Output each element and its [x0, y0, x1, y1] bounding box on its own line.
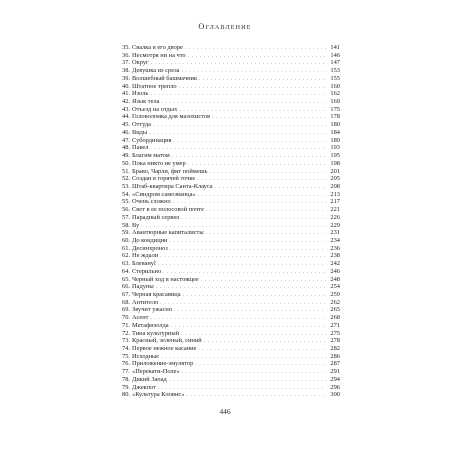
toc-entry — [122, 245, 340, 253]
toc-entry — [122, 168, 340, 176]
toc-entry-title: Приложение-эмулятор — [132, 360, 194, 368]
toc-entry — [122, 160, 340, 168]
toc-entry-number: 49. — [122, 152, 130, 160]
toc-entry-number: 61. — [122, 244, 130, 252]
toc-dot-leader — [197, 176, 326, 183]
toc-entry-page: 180 — [330, 121, 340, 129]
toc-entry-number: 70. — [122, 314, 130, 322]
toc-entry-page: 238 — [330, 252, 340, 260]
toc-entry-page: 146 — [330, 51, 340, 59]
toc-entry-number: 59. — [122, 229, 130, 237]
toc-entry — [122, 67, 340, 75]
toc-entry-number: 42. — [122, 98, 130, 106]
toc-entry-page: 198 — [330, 159, 340, 167]
toc-entry-title: Тина культурный — [132, 329, 180, 337]
toc-entry-title: Очень сложно — [132, 198, 171, 206]
toc-dot-leader — [206, 207, 326, 214]
toc-entry-page: 286 — [330, 352, 340, 360]
toc-entry — [122, 137, 340, 145]
toc-dot-leader — [198, 192, 326, 199]
toc-entry-number: 60. — [122, 236, 130, 244]
toc-dot-leader — [186, 392, 326, 399]
toc-entry-number: 73. — [122, 337, 130, 345]
toc-entry-page: 226 — [330, 213, 340, 221]
toc-entry-page: 229 — [330, 221, 340, 229]
toc-entry-title: Павел — [132, 144, 149, 152]
toc-entry-title: Не ждали — [132, 252, 159, 260]
toc-entry-title: Браво, Чарли, фиг поймешь — [132, 167, 208, 175]
toc-entry-number: 36. — [122, 51, 130, 59]
toc-entry — [122, 83, 340, 91]
toc-entry-title: «Синдром самозванца» — [132, 190, 196, 198]
toc-entry-page: 217 — [330, 198, 340, 206]
toc-entry-page: 278 — [330, 337, 340, 345]
toc-entry-title: Красный, зеленый, синий — [132, 337, 202, 345]
toc-entry-title: Благим матом — [132, 152, 170, 160]
toc-dot-leader — [206, 230, 326, 237]
toc-entry-number: 78. — [122, 375, 130, 383]
toc-entry-number: 51. — [122, 167, 130, 175]
toc-entry — [122, 291, 340, 299]
toc-entry-page: 175 — [330, 105, 340, 113]
toc-entry-title: Асент — [132, 314, 149, 322]
toc-entry-title: Волшебный башмачник — [132, 74, 198, 82]
toc-entry-page: 178 — [330, 113, 340, 121]
toc-entry — [122, 337, 340, 345]
toc-dot-leader — [181, 68, 326, 75]
toc-entry — [122, 368, 340, 376]
toc-dot-leader — [158, 261, 326, 268]
toc-entry — [122, 353, 340, 361]
toc-entry-number: 74. — [122, 345, 130, 353]
toc-entry — [122, 360, 340, 368]
toc-entry-title: Язык тела — [132, 98, 160, 106]
toc-dot-leader — [160, 300, 326, 307]
toc-entry-title: Создан в горячей точке — [132, 175, 196, 183]
toc-entry-title: Штаб-квартира Санта-Клауса — [132, 182, 213, 190]
table-of-contents — [122, 44, 340, 399]
toc-entry-title: Свалка в его дворе — [132, 44, 183, 51]
toc-entry — [122, 391, 340, 399]
toc-entry-page: 193 — [330, 144, 340, 152]
toc-entry-title: Парадный сервиз — [132, 213, 180, 221]
toc-entry-number: 46. — [122, 128, 130, 136]
toc-entry-page: 271 — [330, 321, 340, 329]
toc-entry — [122, 191, 340, 199]
toc-entry — [122, 322, 340, 330]
toc-entry-title: Блевануl — [132, 260, 156, 268]
toc-entry-number: 72. — [122, 329, 130, 337]
toc-entry — [122, 98, 340, 106]
toc-dot-leader — [150, 315, 326, 322]
toc-entry-title: Авантюрные капиталисты — [132, 229, 204, 237]
toc-entry-number: 67. — [122, 291, 130, 298]
toc-dot-leader — [149, 130, 326, 137]
toc-dot-leader — [170, 246, 326, 253]
toc-entry — [122, 183, 340, 191]
toc-entry-number: 66. — [122, 283, 130, 291]
toc-entry-number: 43. — [122, 105, 130, 113]
toc-dot-leader — [141, 223, 326, 230]
toc-dot-leader — [195, 361, 326, 368]
toc-entry-number: 37. — [122, 59, 130, 67]
toc-entry-page: 231 — [330, 229, 340, 237]
toc-entry-page: 248 — [330, 275, 340, 283]
toc-entry-title: Девушка из среза — [132, 67, 180, 75]
toc-entry-title: Несмотря ни на что — [132, 51, 186, 59]
toc-entry-number: 45. — [122, 121, 130, 129]
toc-dot-leader — [204, 338, 326, 345]
toc-entry-number: 55. — [122, 198, 130, 206]
toc-dot-leader — [161, 99, 326, 106]
toc-entry — [122, 260, 340, 268]
toc-dot-leader — [173, 199, 326, 206]
toc-entry-page: 300 — [330, 391, 340, 399]
toc-entry-number: 54. — [122, 190, 130, 198]
toc-entry-title: Оттуда — [132, 121, 151, 129]
toc-dot-leader — [188, 53, 326, 60]
toc-entry — [122, 306, 340, 314]
toc-entry — [122, 330, 340, 338]
toc-entry-number: 40. — [122, 82, 130, 90]
toc-entry-title: Метафизолда — [132, 321, 169, 329]
toc-entry-number: 64. — [122, 267, 130, 275]
toc-entry-title: Головоломка для мазохистов — [132, 113, 211, 121]
toc-entry — [122, 90, 340, 98]
toc-entry-page: 259 — [330, 291, 340, 298]
toc-entry-page: 242 — [330, 260, 340, 268]
toc-entry — [122, 314, 340, 322]
toc-dot-leader — [210, 169, 326, 176]
toc-dot-leader — [172, 153, 326, 160]
toc-entry-title: Ву — [132, 221, 140, 229]
toc-entry-title: Пока никто не умер — [132, 159, 186, 167]
toc-entry-number: 58. — [122, 221, 130, 229]
toc-entry-page: 184 — [330, 128, 340, 136]
toc-dot-leader — [185, 45, 326, 52]
toc-entry-page: 213 — [330, 190, 340, 198]
toc-entry-page: 195 — [330, 152, 340, 160]
toc-entry-title: До кондиции — [132, 236, 168, 244]
toc-entry-title: «Перекати-Поле» — [132, 368, 180, 376]
toc-entry — [122, 229, 340, 237]
toc-entry-page: 205 — [330, 175, 340, 183]
toc-entry-page: 265 — [330, 306, 340, 314]
toc-entry-title: «Культура Кловис» — [132, 391, 185, 399]
toc-dot-leader — [160, 253, 326, 260]
toc-entry-page: 254 — [330, 283, 340, 291]
toc-dot-leader — [150, 91, 326, 98]
toc-entry-page: 155 — [330, 74, 340, 82]
toc-dot-leader — [158, 385, 326, 392]
toc-dot-leader — [188, 161, 326, 168]
toc-entry — [122, 376, 340, 384]
toc-entry-number: 76. — [122, 360, 130, 368]
toc-entry — [122, 206, 340, 214]
toc-entry-number: 80. — [122, 391, 130, 399]
toc-dot-leader — [153, 122, 326, 129]
toc-entry-page: 234 — [330, 236, 340, 244]
toc-entry — [122, 299, 340, 307]
toc-entry-page: 268 — [330, 314, 340, 322]
toc-dot-leader — [179, 107, 326, 114]
toc-entry-page: 221 — [330, 206, 340, 214]
toc-entry-number: 52. — [122, 175, 130, 183]
toc-dot-leader — [163, 269, 326, 276]
toc-dot-leader — [182, 369, 326, 376]
toc-entry — [122, 129, 340, 137]
toc-entry-title: Джекпот — [132, 383, 156, 391]
toc-dot-leader — [181, 331, 326, 338]
toc-entry — [122, 237, 340, 245]
page-number: 446 — [219, 407, 231, 416]
toc-entry-number: 50. — [122, 159, 130, 167]
toc-dot-leader — [215, 184, 326, 191]
toc-entry-number: 63. — [122, 260, 130, 268]
toc-entry-number: 69. — [122, 306, 130, 314]
toc-entry-page: 208 — [330, 182, 340, 190]
toc-entry-page: 294 — [330, 375, 340, 383]
toc-entry — [122, 59, 340, 67]
toc-dot-leader — [150, 145, 326, 152]
toc-entry-number: 68. — [122, 298, 130, 306]
toc-entry-title: Стерильно — [132, 267, 162, 275]
toc-entry-title: Десинхроноз — [132, 244, 168, 252]
toc-entry-title: Изоль — [132, 90, 149, 98]
toc-entry — [122, 175, 340, 183]
toc-entry-number: 77. — [122, 368, 130, 376]
toc-dot-leader — [181, 215, 326, 222]
toc-entry-page: 296 — [330, 383, 340, 391]
toc-entry-page: 291 — [330, 368, 340, 376]
toc-entry — [122, 75, 340, 83]
toc-entry — [122, 152, 340, 160]
toc-entry — [122, 345, 340, 353]
toc-dot-leader — [201, 277, 326, 284]
toc-entry-number: 79. — [122, 383, 130, 391]
toc-entry-title: Отъезд на отдых — [132, 105, 178, 113]
page-title: Оглавление — [198, 22, 252, 31]
toc-entry-number: 41. — [122, 90, 130, 98]
toc-entry — [122, 121, 340, 129]
toc-entry-number: 39. — [122, 74, 130, 82]
toc-entry-title: Черная красавица — [132, 291, 181, 298]
toc-dot-leader — [198, 346, 326, 353]
toc-dot-leader — [169, 238, 326, 245]
toc-dot-leader — [161, 354, 326, 361]
toc-dot-leader — [171, 323, 326, 330]
toc-dot-leader — [151, 60, 326, 67]
toc-dot-leader — [173, 138, 326, 145]
toc-entry-title: Первое нежное касание — [132, 345, 197, 353]
toc-entry-number: 62. — [122, 252, 130, 260]
toc-dot-leader — [169, 377, 326, 384]
toc-entry — [122, 144, 340, 152]
toc-entry-number: 44. — [122, 113, 130, 121]
toc-dot-leader — [156, 284, 326, 291]
toc-entry-page: 275 — [330, 329, 340, 337]
toc-entry-title: Штатное трепло — [132, 82, 177, 90]
toc-entry-number: 48. — [122, 144, 130, 152]
toc-entry-title: Субординация — [132, 136, 172, 144]
toc-entry-title: Антитело — [132, 298, 159, 306]
toc-entry — [122, 106, 340, 114]
toc-entry-number: 65. — [122, 275, 130, 283]
toc-entry — [122, 276, 340, 284]
toc-entry — [122, 113, 340, 121]
toc-entry-page: 201 — [330, 167, 340, 175]
toc-entry-number: 35. — [122, 44, 130, 51]
toc-entry — [122, 222, 340, 230]
toc-entry-title: Падуны — [132, 283, 154, 291]
toc-entry-page: 162 — [330, 90, 340, 98]
toc-entry-number: 56. — [122, 206, 130, 214]
toc-entry-title: Черный ход в настоящее — [132, 275, 199, 283]
toc-entry-number: 38. — [122, 67, 130, 75]
toc-entry-title: Округ — [132, 59, 149, 67]
toc-entry-number: 47. — [122, 136, 130, 144]
toc-dot-leader — [183, 292, 326, 299]
toc-entry-page: 236 — [330, 244, 340, 252]
toc-entry-title: Исходные — [132, 352, 160, 360]
toc-entry-page: 246 — [330, 267, 340, 275]
toc-entry-page: 262 — [330, 298, 340, 306]
toc-entry-page: 153 — [330, 67, 340, 75]
toc-entry-page: 141 — [330, 44, 340, 51]
toc-entry-title: Дикий Запад — [132, 375, 167, 383]
toc-entry-number: 57. — [122, 213, 130, 221]
toc-entry-page: 160 — [330, 82, 340, 90]
toc-entry — [122, 198, 340, 206]
toc-entry-number: 71. — [122, 321, 130, 329]
toc-entry — [122, 268, 340, 276]
toc-entry-number: 53. — [122, 182, 130, 190]
toc-entry-page: 169 — [330, 98, 340, 106]
toc-dot-leader — [179, 84, 326, 91]
toc-entry-title: Звучит ужасно — [132, 306, 173, 314]
toc-entry-page: 189 — [330, 136, 340, 144]
toc-entry — [122, 384, 340, 392]
toc-entry — [122, 252, 340, 260]
toc-dot-leader — [199, 76, 326, 83]
toc-entry-title: Виды — [132, 128, 148, 136]
toc-entry-page: 147 — [330, 59, 340, 67]
toc-entry — [122, 44, 340, 52]
toc-entry — [122, 52, 340, 60]
toc-dot-leader — [212, 114, 326, 121]
toc-entry-page: 287 — [330, 360, 340, 368]
toc-dot-leader — [174, 307, 326, 314]
toc-entry-number: 75. — [122, 352, 130, 360]
toc-entry-page: 282 — [330, 345, 340, 353]
toc-entry — [122, 214, 340, 222]
toc-entry — [122, 283, 340, 291]
toc-entry-title: Свет в ее полосовой почте — [132, 206, 204, 214]
